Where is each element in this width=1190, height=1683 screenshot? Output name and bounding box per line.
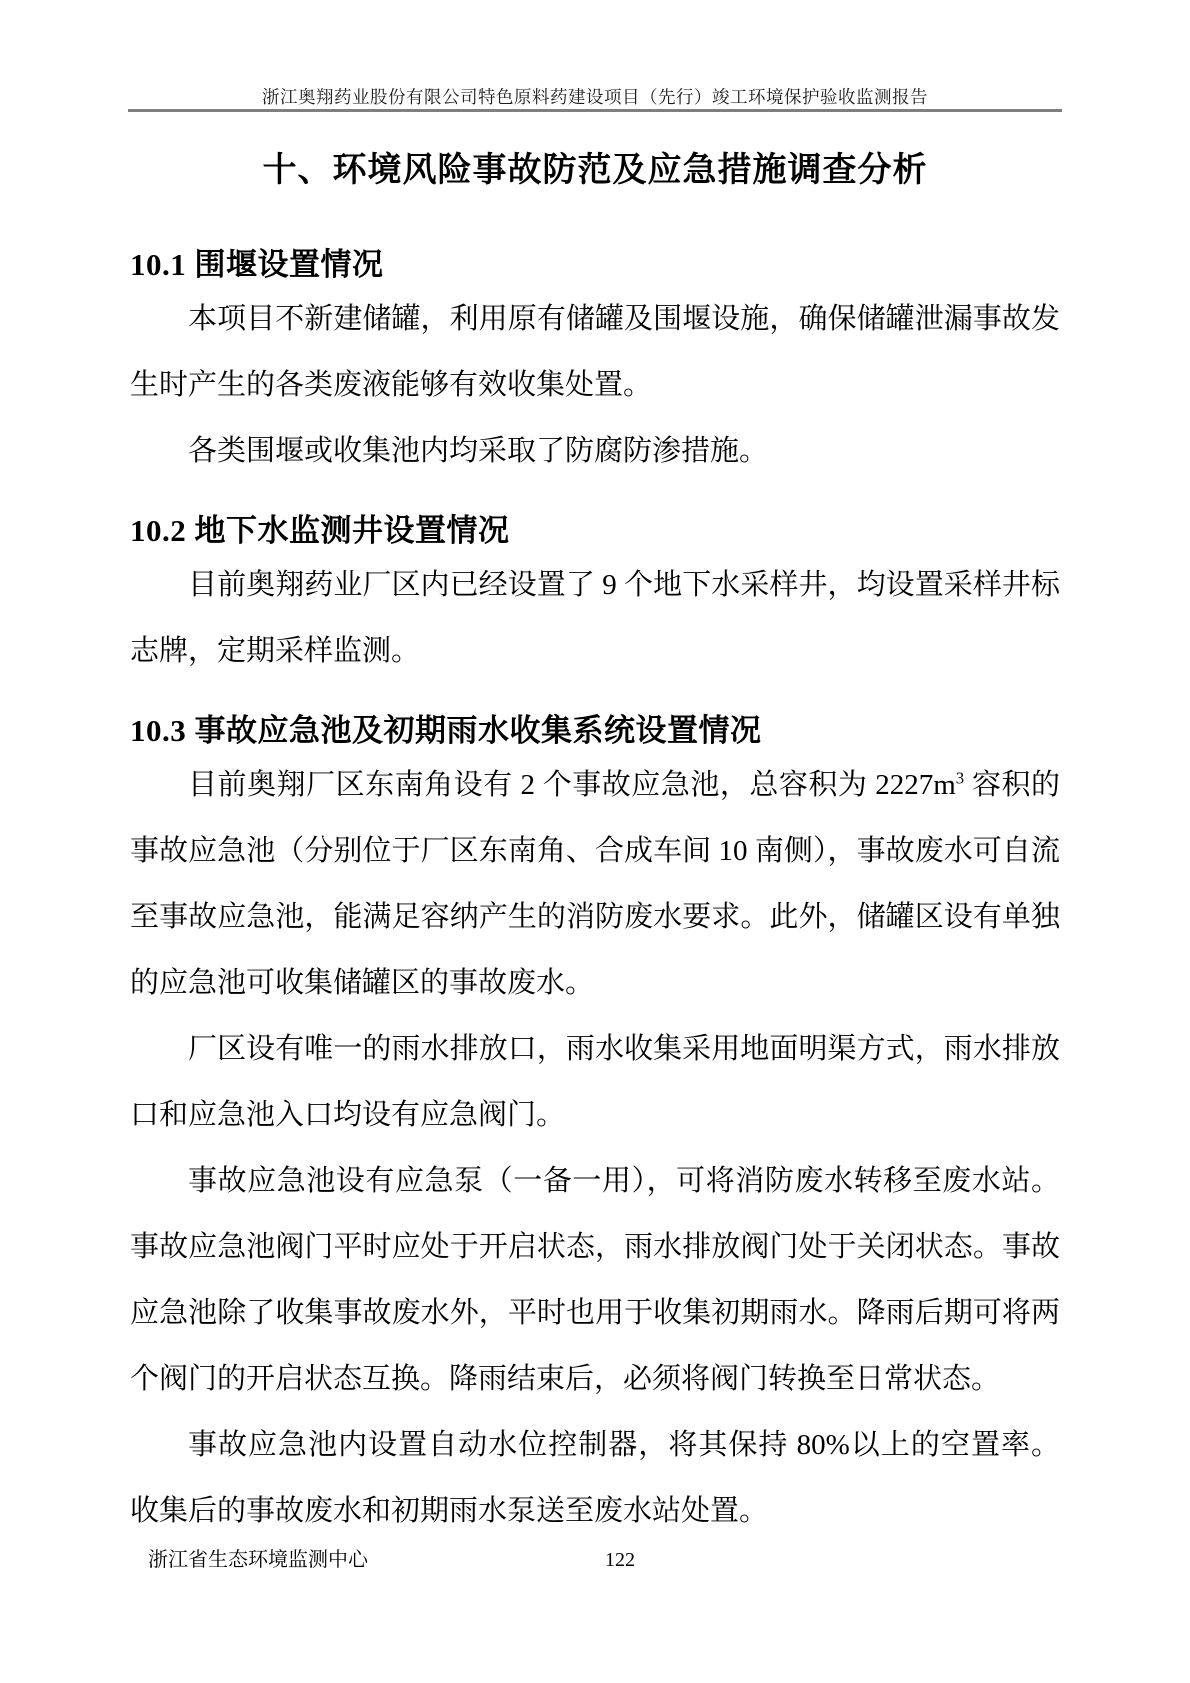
paragraph: 各类围堰或收集池内均采取了防腐防渗措施。	[188, 435, 769, 467]
document-content	[130, 148, 1060, 1544]
section-heading-10-3: 10.3 事故应急池及初期雨水收集系统设置情况	[130, 713, 762, 748]
footer-organization: 浙江省生态环境监测中心	[148, 1549, 368, 1571]
paragraph: 事故应急池设有应急泵（一备一用），可将消防废水转移至废水站。事故应急池阀门平时应处于开启状态，雨水排放阀门处于关闭状态。事故应急池除了收集事故废水外，平时也用于收集初期雨水。降雨后期可将两个阀门的开启状态互换。降雨结束后，必须将阀门转换至日常状态。	[130, 1165, 1060, 1395]
paragraph-text-after-superscript: 容积的事故应急池（分别位于厂区东南角、合成车间 10 南侧），事故废水可自流至事故应急池，能满足容纳产生的消防废水要求。此外，储罐区设有单独的应急池可收集储罐区的事故废水。	[130, 769, 1060, 999]
page-footer	[130, 1548, 1060, 1578]
page-header-title: 浙江奥翔药业股份有限公司特色原料药建设项目（先行）竣工环境保护验收监测报告	[262, 87, 928, 107]
paragraph: 本项目不新建储罐，利用原有储罐及围堰设施，确保储罐泄漏事故发生时产生的各类废液能够有效收集处置。	[130, 303, 1060, 401]
section-heading-10-2: 10.2 地下水监测井设置情况	[130, 513, 510, 548]
paragraph: 事故应急池内设置自动水位控制器，将其保持 80%以上的空置率。收集后的事故废水和初期雨水泵送至废水站处置。	[130, 1429, 1060, 1527]
header-rule	[128, 109, 1062, 112]
chapter-title: 十、环境风险事故防范及应急措施调查分析	[262, 152, 928, 189]
paragraph: 目前奥翔药业厂区内已经设置了 9 个地下水采样井，均设置采样井标志牌，定期采样监测。	[130, 569, 1060, 667]
paragraph	[130, 752, 1060, 1016]
superscript-cubic: 3	[955, 768, 965, 788]
paragraph-text-before-superscript: 目前奥翔厂区东南角设有 2 个事故应急池，总容积为 2227m	[188, 769, 956, 801]
page-header	[0, 0, 1190, 112]
footer-page-number: 122	[605, 1549, 635, 1571]
paragraph: 厂区设有唯一的雨水排放口，雨水收集采用地面明渠方式，雨水排放口和应急池入口均设有应急阀门。	[130, 1033, 1060, 1131]
section-heading-10-1: 10.1 围堰设置情况	[130, 247, 384, 282]
